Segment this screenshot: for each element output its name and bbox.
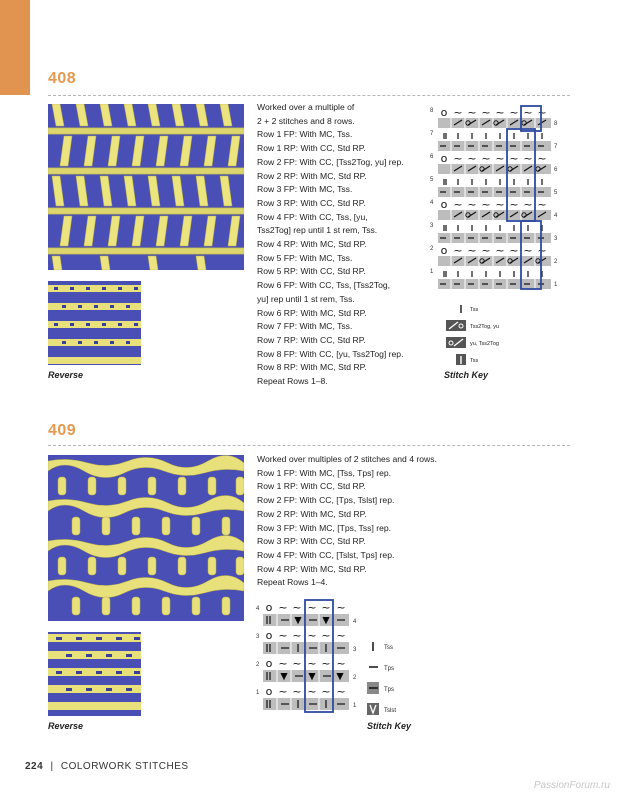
instruction-line: Tss2Tog] rep until 1 st rem, Tss. [257,225,378,236]
stitch-chart-409 [255,600,360,718]
instruction-line: Row 7 RP: With CC, Std RP. [257,334,366,345]
svg-text:~: ~ [481,152,491,165]
swatch-photo-409 [48,455,244,621]
svg-text:~: ~ [467,106,477,119]
svg-text:~: ~ [537,198,547,211]
tps-symbol-icon [367,661,379,673]
swatch-reverse-photo-409 [48,632,141,716]
chapter-tab [0,0,30,95]
svg-text:o: o [440,244,448,257]
svg-text:~: ~ [321,601,331,614]
section-divider [48,445,570,446]
svg-text:~: ~ [453,106,463,119]
chart-row-number: 3 [554,236,558,242]
chart-row-number: 8 [554,121,558,127]
key-label: Tss [470,358,479,364]
svg-text:~: ~ [278,601,288,614]
tps-symbol-shaded-icon [367,682,379,694]
svg-text:~: ~ [336,629,346,642]
chart-row-number: 6 [554,167,558,173]
svg-text:~: ~ [292,657,302,670]
key-label: Tss [470,307,479,313]
svg-text:o: o [440,106,448,119]
swatch-reverse-photo-408 [48,281,141,365]
instruction-line: Row 1 RP: With CC, Std RP. [257,143,366,154]
svg-text:~: ~ [523,152,533,165]
chart-row-number: 1 [430,269,434,275]
instruction-line: Worked over multiples of 2 stitches and 4 rows. [257,454,437,464]
chart-row-number: 1 [256,690,260,696]
svg-text:~: ~ [509,198,519,211]
tss-symbol-icon [456,303,466,314]
svg-text:~: ~ [336,601,346,614]
chart-row-number: 3 [353,647,357,653]
instruction-line: yu] rep until 1 st rem, Tss. [257,293,355,304]
svg-text:o: o [440,198,448,211]
chart-row-number: 5 [554,190,558,196]
key-label: Tps [384,666,395,672]
svg-text:~: ~ [509,244,519,257]
stitch-key-caption-409: Stitch Key [367,721,412,731]
svg-text:~: ~ [307,657,317,670]
instruction-line: Row 3 FP: With MC, Tss. [257,184,353,195]
svg-text:o: o [265,629,273,642]
key-label: yu, Tss2Tog [470,341,499,347]
key-label: Tss2Tog, yu [470,324,500,330]
svg-text:o: o [265,685,273,698]
chart-row-number: 8 [430,108,434,114]
swatch-photo-408 [48,104,244,270]
svg-text:~: ~ [523,198,533,211]
tss-symbol-icon [367,640,379,652]
svg-text:~: ~ [467,198,477,211]
chart-row-number: 2 [554,259,558,265]
svg-text:~: ~ [321,657,331,670]
instruction-line: Row 5 RP: With CC, Std RP. [257,266,366,277]
svg-text:~: ~ [523,244,533,257]
tss-symbol-shaded-icon [456,354,466,365]
instruction-line: Row 2 FP: With CC, [Tps, Tslst] rep. [257,495,395,506]
svg-text:~: ~ [307,629,317,642]
instruction-line: Row 4 RP: With MC, Std RP. [257,563,367,574]
svg-text:o: o [265,657,273,670]
stitch-key-caption-408: Stitch Key [444,370,489,380]
instruction-line: Row 6 FP: With CC, Tss, [Tss2Tog, [257,280,391,291]
svg-text:~: ~ [292,685,302,698]
pattern-number-409: 409 [48,422,77,439]
section-title: COLORWORK STITCHES [60,761,189,772]
svg-text:~: ~ [509,106,519,119]
stitch-chart-408 [428,104,563,294]
instruction-line: Row 8 FP: With CC, [yu, Tss2Tog] rep. [257,348,404,359]
pattern-number-408: 408 [48,70,77,87]
instruction-line: Row 3 FP: With MC, [Tps, Tss] rep. [257,522,392,533]
svg-text:~: ~ [537,244,547,257]
chart-row-number: 2 [256,662,260,668]
key-label: Tps [384,687,395,693]
svg-text:~: ~ [467,244,477,257]
instruction-line: Row 4 FP: With CC, Tss, [yu, [257,211,368,222]
instruction-line: Worked over a multiple of [257,102,355,112]
instruction-line: Row 2 RP: With MC, Std RP. [257,508,367,519]
svg-text:~: ~ [321,685,331,698]
svg-text:~: ~ [537,106,547,119]
instruction-line: Row 6 RP: With MC, Std RP. [257,307,367,318]
svg-text:o: o [440,152,448,165]
svg-text:~: ~ [453,198,463,211]
svg-text:~: ~ [278,685,288,698]
svg-text:~: ~ [481,244,491,257]
page-number: 224 [25,761,44,772]
instruction-line: Row 4 RP: With MC, Std RP. [257,239,367,250]
svg-text:~: ~ [495,244,505,257]
instruction-line: Row 8 RP: With MC, Std RP. [257,362,367,373]
chart-row-number: 2 [430,246,434,252]
instruction-line: Row 1 FP: With MC, [Tss, Tps] rep. [257,467,392,478]
chart-row-number: 1 [353,703,357,709]
chart-row-number: 6 [430,154,434,160]
svg-text:~: ~ [278,629,288,642]
chart-row-number: 3 [256,634,260,640]
svg-text:~: ~ [495,198,505,211]
watermark: PassionForum.ru [533,780,610,791]
svg-text:~: ~ [495,152,505,165]
svg-text:o: o [265,601,273,614]
instruction-line: Repeat Rows 1–4. [257,577,328,588]
instruction-line: Row 1 RP: With CC, Std RP. [257,481,366,492]
chart-row-number: 5 [430,177,434,183]
instruction-line: Repeat Rows 1–8. [257,376,328,387]
chart-row-number: 7 [430,131,434,137]
instruction-line: Row 3 RP: With CC, Std RP. [257,536,366,547]
reverse-caption-409: Reverse [48,721,84,731]
page-footer [25,761,189,772]
svg-text:~: ~ [278,657,288,670]
instruction-line: Row 2 FP: With CC, [Tss2Tog, yu] rep. [257,156,404,167]
instruction-line: Row 2 RP: With MC, Std RP. [257,170,367,181]
instruction-line: Row 5 FP: With MC, Tss. [257,252,353,263]
instructions-408 [257,101,404,389]
svg-text:~: ~ [509,152,519,165]
chart-row-number: 2 [353,675,357,681]
svg-text:~: ~ [537,152,547,165]
chart-row-number: 7 [554,144,558,150]
chart-row-number: 4 [256,606,260,612]
svg-text:~: ~ [453,244,463,257]
instruction-line: Row 4 FP: With CC, [Tslst, Tps] rep. [257,549,395,560]
svg-text:~: ~ [467,152,477,165]
instruction-line: Row 3 RP: With CC, Std RP. [257,197,366,208]
svg-text:~: ~ [523,106,533,119]
chart-row-number: 4 [430,200,434,206]
svg-text:~: ~ [481,198,491,211]
instruction-line: Row 7 FP: With MC, Tss. [257,321,353,332]
key-label: Tss [384,645,393,651]
reverse-caption-408: Reverse [48,370,84,380]
instruction-line: 2 + 2 stitches and 8 rows. [257,115,355,126]
chart-row-number: 1 [554,282,558,288]
svg-text:~: ~ [481,106,491,119]
svg-text:~: ~ [321,629,331,642]
svg-text:~: ~ [336,685,346,698]
svg-text:~: ~ [336,657,346,670]
svg-text:~: ~ [292,601,302,614]
svg-text:~: ~ [307,685,317,698]
key-label: Tslst [384,708,396,714]
svg-text:~: ~ [307,601,317,614]
stitch-key-408 [444,303,564,369]
tslst-symbol-icon [367,703,379,715]
svg-text:~: ~ [495,106,505,119]
section-divider [48,95,570,96]
instructions-409 [257,453,437,590]
yu-tss2tog-symbol-icon [446,337,466,348]
footer-separator: | [50,761,54,772]
chart-row-number: 3 [430,223,434,229]
chart-row-number: 4 [353,619,357,625]
svg-text:~: ~ [453,152,463,165]
stitch-key-409 [367,640,447,720]
tss2tog-yu-symbol-icon [446,320,466,331]
instruction-line: Row 1 FP: With MC, Tss. [257,129,353,140]
chart-row-number: 4 [554,213,558,219]
svg-text:~: ~ [292,629,302,642]
